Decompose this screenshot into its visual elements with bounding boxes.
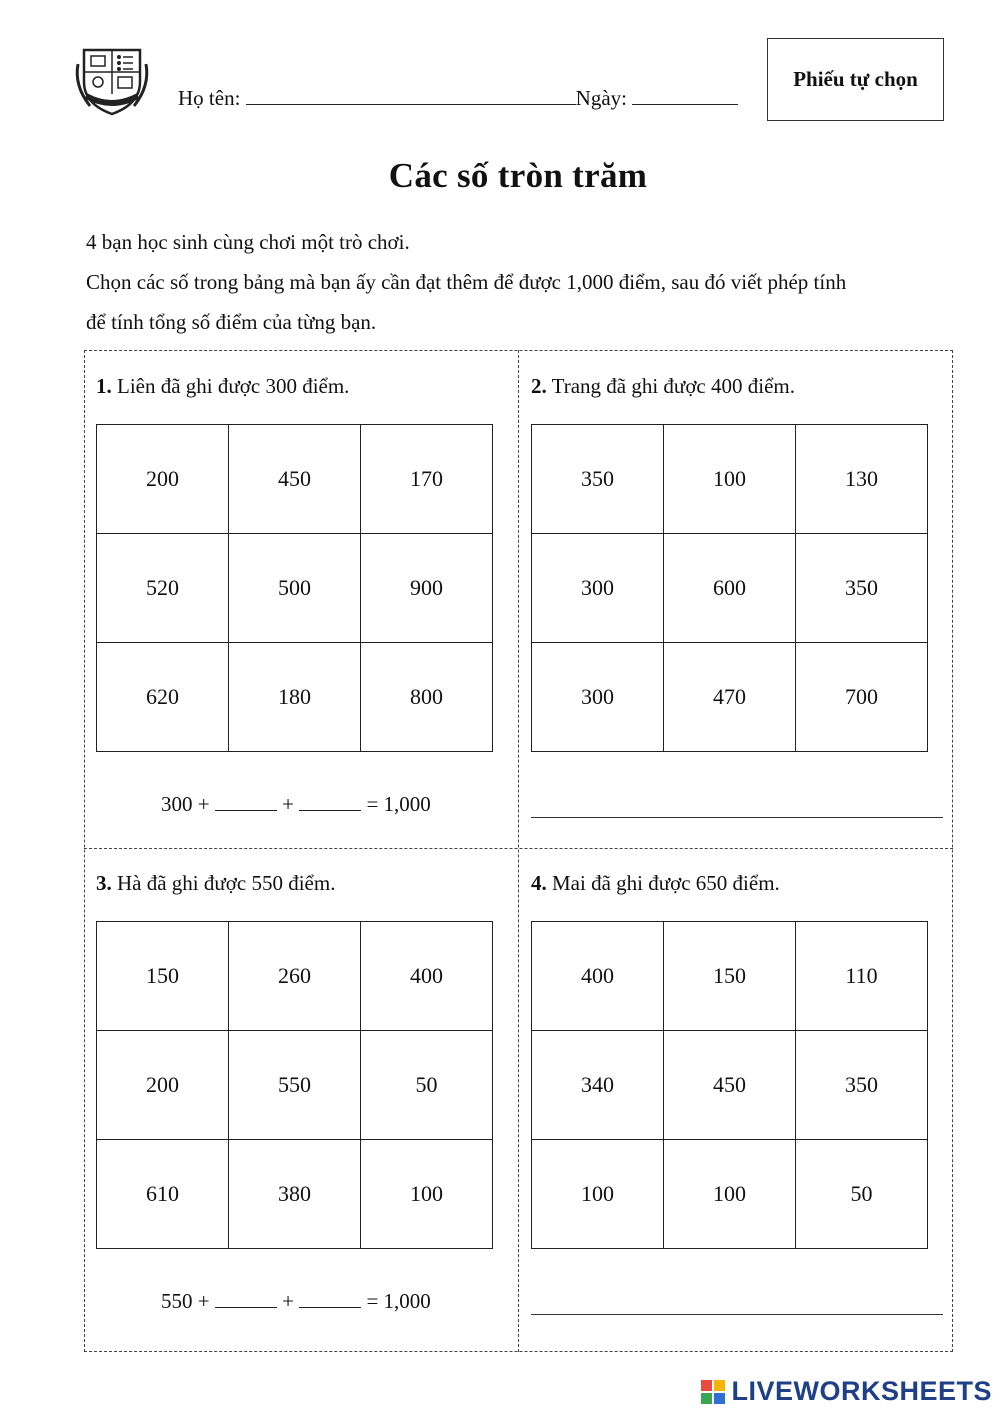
grid-cell[interactable]: 170 <box>361 425 493 534</box>
question-4-grid <box>531 921 928 1249</box>
grid-cell[interactable]: 380 <box>229 1140 361 1249</box>
question-2-grid <box>531 424 928 752</box>
grid-cell[interactable]: 900 <box>361 534 493 643</box>
grid-cell[interactable]: 130 <box>796 425 928 534</box>
intro-line-1: 4 bạn học sinh cùng chơi một trò chơi. <box>86 230 410 254</box>
date-field[interactable] <box>632 86 738 105</box>
horizontal-divider <box>84 848 953 849</box>
intro-line-2: Chọn các số trong bảng mà bạn ấy cần đạt thêm để được 1,000 điểm, sau đó viết phép tính <box>86 270 847 294</box>
equation-end: = 1,000 <box>366 792 431 816</box>
question-1-equation <box>161 792 431 817</box>
school-crest-icon <box>72 44 152 118</box>
question-2-number: 2. <box>531 374 547 398</box>
answer-blank-1[interactable] <box>215 1289 277 1308</box>
name-label: Họ tên: <box>178 86 241 110</box>
date-label: Ngày: <box>575 86 627 110</box>
grid-cell[interactable]: 400 <box>361 922 493 1031</box>
grid-cell[interactable]: 400 <box>532 922 664 1031</box>
vertical-divider <box>518 350 519 1352</box>
question-2-answer-line[interactable] <box>531 817 943 818</box>
grid-cell[interactable]: 50 <box>361 1031 493 1140</box>
grid-cell[interactable]: 450 <box>664 1031 796 1140</box>
question-4-answer-line[interactable] <box>531 1314 943 1315</box>
brand-name: LIVEWORKSHEETS <box>731 1376 992 1406</box>
answer-blank-2[interactable] <box>299 1289 361 1308</box>
question-2-text: Trang đã ghi được 400 điểm. <box>551 374 795 398</box>
question-1-grid <box>96 424 493 752</box>
question-3-grid <box>96 921 493 1249</box>
equation-end: = 1,000 <box>366 1289 431 1313</box>
grid-cell[interactable]: 340 <box>532 1031 664 1140</box>
grid-cell[interactable]: 150 <box>97 922 229 1031</box>
name-field[interactable] <box>246 86 576 105</box>
answer-blank-1[interactable] <box>215 792 277 811</box>
grid-cell[interactable]: 100 <box>532 1140 664 1249</box>
grid-cell[interactable]: 110 <box>796 922 928 1031</box>
grid-cell[interactable]: 350 <box>532 425 664 534</box>
answer-blank-2[interactable] <box>299 792 361 811</box>
grid-cell[interactable]: 600 <box>664 534 796 643</box>
question-4-text: Mai đã ghi được 650 điểm. <box>552 871 780 895</box>
question-4-label <box>531 871 780 896</box>
question-3-equation <box>161 1289 431 1314</box>
grid-cell[interactable]: 200 <box>97 425 229 534</box>
grid-cell[interactable]: 520 <box>97 534 229 643</box>
grid-cell[interactable]: 260 <box>229 922 361 1031</box>
grid-cell[interactable]: 50 <box>796 1140 928 1249</box>
grid-cell[interactable]: 100 <box>361 1140 493 1249</box>
grid-cell[interactable]: 180 <box>229 643 361 752</box>
grid-cell[interactable]: 700 <box>796 643 928 752</box>
grid-cell[interactable]: 800 <box>361 643 493 752</box>
grid-cell[interactable]: 100 <box>664 425 796 534</box>
question-4-number: 4. <box>531 871 547 895</box>
grid-cell[interactable]: 350 <box>796 534 928 643</box>
question-1-label <box>96 374 349 399</box>
intro-line-3: để tính tổng số điểm của từng bạn. <box>86 310 377 334</box>
grid-cell[interactable]: 350 <box>796 1031 928 1140</box>
grid-cell[interactable]: 500 <box>229 534 361 643</box>
name-date-line <box>178 86 738 111</box>
worksheet-type-box <box>767 38 944 121</box>
liveworksheets-brand <box>701 1376 992 1407</box>
school-logo <box>72 44 152 118</box>
grid-cell[interactable]: 300 <box>532 643 664 752</box>
equation-plus: + <box>282 792 294 816</box>
brand-blocks-icon <box>701 1380 725 1404</box>
grid-cell[interactable]: 610 <box>97 1140 229 1249</box>
question-3-text: Hà đã ghi được 550 điểm. <box>117 871 336 895</box>
question-2-label <box>531 374 795 399</box>
question-1-number: 1. <box>96 374 112 398</box>
question-1-text: Liên đã ghi được 300 điểm. <box>117 374 350 398</box>
question-3-number: 3. <box>96 871 112 895</box>
worksheet-type-label: Phiếu tự chọn <box>793 67 918 91</box>
equation-start: 550 + <box>161 1289 210 1313</box>
grid-cell[interactable]: 200 <box>97 1031 229 1140</box>
grid-cell[interactable]: 100 <box>664 1140 796 1249</box>
grid-cell[interactable]: 470 <box>664 643 796 752</box>
equation-start: 300 + <box>161 792 210 816</box>
page-title: Các số tròn trăm <box>388 156 648 195</box>
equation-plus: + <box>282 1289 294 1313</box>
grid-cell[interactable]: 450 <box>229 425 361 534</box>
grid-cell[interactable]: 150 <box>664 922 796 1031</box>
question-3-label <box>96 871 335 896</box>
grid-cell[interactable]: 620 <box>97 643 229 752</box>
grid-cell[interactable]: 300 <box>532 534 664 643</box>
grid-cell[interactable]: 550 <box>229 1031 361 1140</box>
